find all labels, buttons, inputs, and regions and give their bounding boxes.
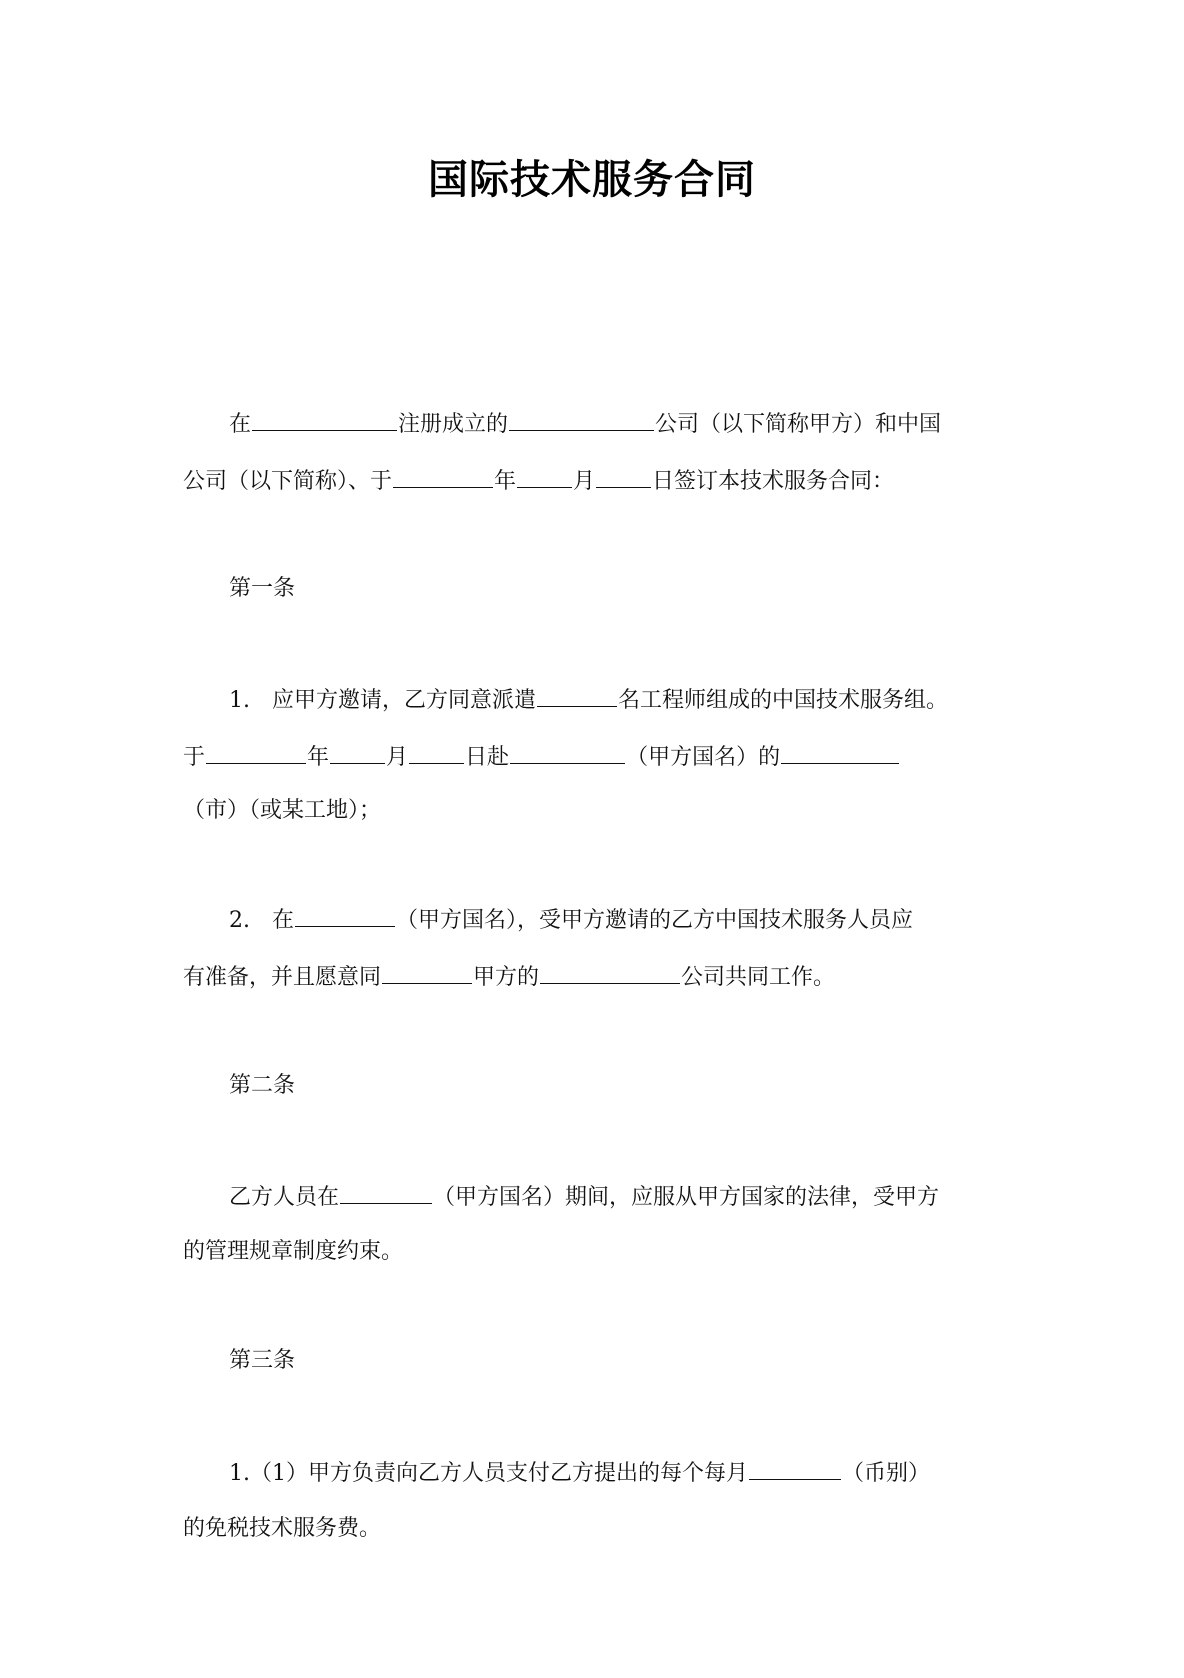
text: 乙方人员在 xyxy=(229,1185,340,1210)
document-title: 国际技术服务合同 xyxy=(428,157,756,203)
article-3-item-1-line-1 xyxy=(183,1457,1049,1489)
text: （币别） xyxy=(842,1461,931,1486)
blank-field-amount[interactable] xyxy=(749,1457,841,1480)
text: 月 xyxy=(573,469,596,494)
text: 有准备，并且愿意同 xyxy=(183,965,382,990)
text: 月 xyxy=(386,745,409,770)
text: 2. 在 xyxy=(229,908,294,933)
blank-field-company-name[interactable] xyxy=(540,961,680,984)
blank-field-registration-place[interactable] xyxy=(252,408,397,431)
blank-field-day[interactable] xyxy=(409,741,464,764)
text: 公司共同工作。 xyxy=(681,965,836,990)
article-3-heading: 第三条 xyxy=(229,1348,296,1373)
text: 注册成立的 xyxy=(398,412,509,437)
blank-field-country[interactable] xyxy=(340,1181,432,1204)
article-2-line-1 xyxy=(183,1181,1049,1213)
blank-field-company-name[interactable] xyxy=(509,408,654,431)
article-1-item-1-line-2 xyxy=(183,741,1003,773)
text: 在 xyxy=(229,412,252,437)
text: 年 xyxy=(307,745,330,770)
text: 甲方的 xyxy=(473,965,540,990)
text: （甲方国名），受甲方邀请的乙方中国技术服务人员应 xyxy=(396,908,914,933)
text: 日签订本技术服务合同： xyxy=(652,469,895,494)
text: 公司（以下简称甲方）和中国 xyxy=(655,412,942,437)
text: 1. 应甲方邀请，乙方同意派遣 xyxy=(229,688,536,713)
blank-field-year[interactable] xyxy=(393,465,493,488)
article-2-line-2: 的管理规章制度约束。 xyxy=(183,1239,404,1264)
preamble-line-2 xyxy=(183,465,1003,497)
preamble-line-1 xyxy=(183,408,1049,440)
article-1-item-2-line-1 xyxy=(183,904,1049,936)
blank-field-month[interactable] xyxy=(517,465,572,488)
article-3-item-1-line-2: 的免税技术服务费。 xyxy=(183,1516,382,1541)
blank-field-country[interactable] xyxy=(295,904,395,927)
article-1-item-2-line-2 xyxy=(183,961,1003,993)
blank-field-party[interactable] xyxy=(382,961,472,984)
blank-field-month[interactable] xyxy=(330,741,385,764)
text: 名工程师组成的中国技术服务组。 xyxy=(618,688,949,713)
text: 于 xyxy=(183,745,206,770)
text: （甲方国名）的 xyxy=(626,745,781,770)
text: 日赴 xyxy=(465,745,510,770)
text: （甲方国名）期间，应服从甲方国家的法律，受甲方 xyxy=(433,1185,940,1210)
text: 公司（以下简称）、于 xyxy=(183,469,393,494)
article-2-heading: 第二条 xyxy=(229,1073,296,1098)
blank-field-city[interactable] xyxy=(781,741,899,764)
blank-field-day[interactable] xyxy=(596,465,651,488)
text: 1.（1）甲方负责向乙方人员支付乙方提出的每个每月 xyxy=(229,1461,748,1486)
blank-field-engineer-count[interactable] xyxy=(537,684,617,707)
text: 年 xyxy=(494,469,517,494)
blank-field-country[interactable] xyxy=(510,741,625,764)
article-1-item-1-line-3: （市）（或某工地）； xyxy=(183,798,382,823)
blank-field-year[interactable] xyxy=(206,741,306,764)
article-1-item-1-line-1 xyxy=(183,684,1049,716)
article-1-heading: 第一条 xyxy=(229,576,296,601)
